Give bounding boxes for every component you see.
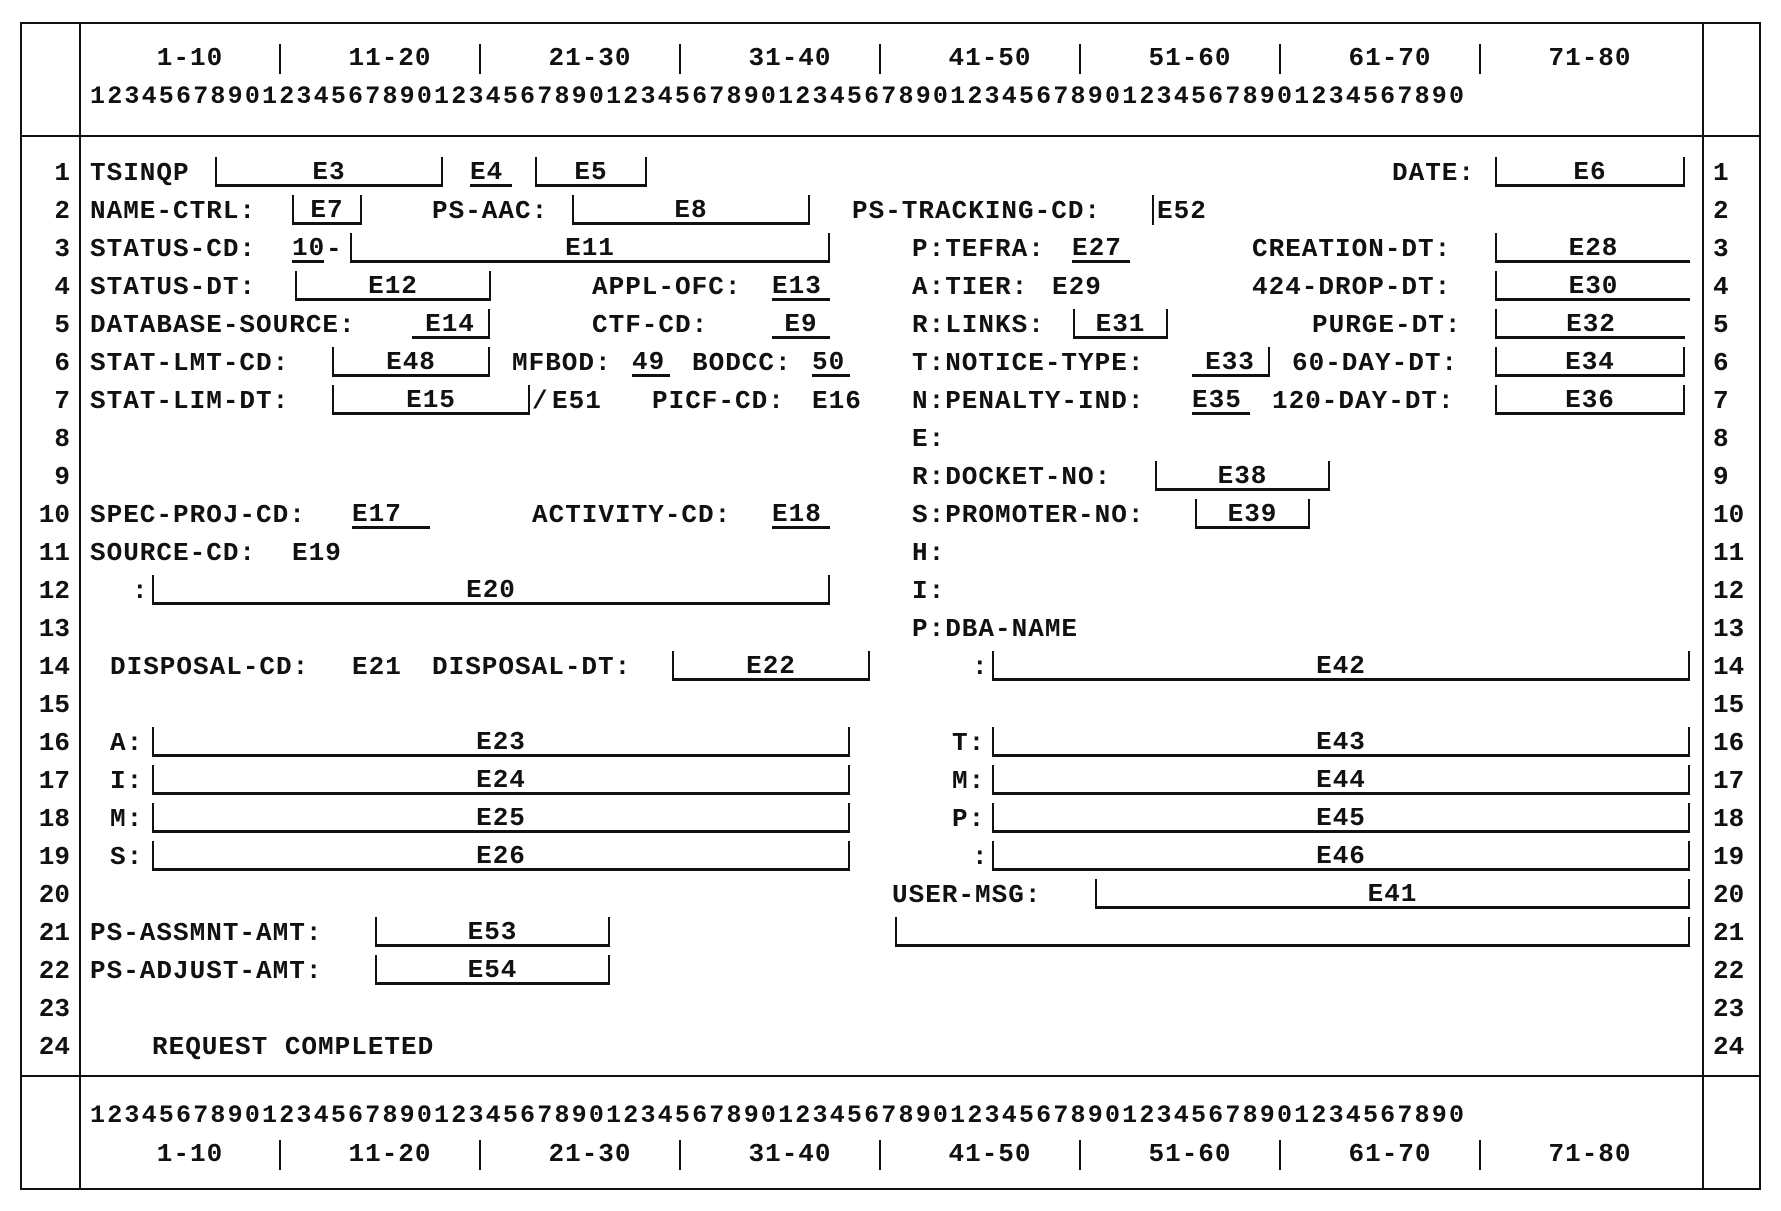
e44-field[interactable]: E44	[992, 765, 1690, 795]
e48-field[interactable]: E48	[332, 347, 490, 377]
name-ctrl-label: NAME-CTRL:	[90, 196, 257, 226]
promoter-no-label: S:PROMOTER-NO:	[912, 500, 1145, 530]
line-number-right: 14	[1713, 652, 1745, 682]
status-dt-label: STATUS-DT:	[90, 272, 257, 302]
e22-field[interactable]: E22	[672, 651, 870, 681]
i-label: I:	[912, 576, 946, 606]
ruler-separator	[879, 1140, 881, 1170]
e17-field[interactable]: E17	[352, 499, 430, 529]
ruler-range: 41-50	[948, 1139, 1032, 1169]
ruler-separator	[679, 44, 681, 74]
e31-field[interactable]: E31	[1073, 309, 1168, 339]
picf-cd-label: PICF-CD:	[652, 386, 785, 416]
tsinqp-label: TSINQP	[90, 158, 190, 188]
e43-field[interactable]: E43	[992, 727, 1690, 757]
line-number-right: 8	[1713, 424, 1729, 454]
bodcc-label: BODCC:	[692, 348, 792, 378]
e4-field[interactable]: E4	[470, 157, 512, 187]
ruler-range: 31-40	[748, 43, 832, 73]
ruler-separator	[1479, 44, 1481, 74]
s-label: S:	[110, 842, 144, 872]
line-number-left: 22	[38, 956, 70, 986]
user-msg-continuation[interactable]	[895, 917, 1690, 947]
status-message: REQUEST COMPLETED	[152, 1032, 435, 1062]
appl-ofc-label: APPL-OFC:	[592, 272, 742, 302]
ruler-range: 1-10	[156, 43, 224, 73]
tefra-label: P:TEFRA:	[912, 234, 1045, 264]
e28-field[interactable]: E28	[1495, 233, 1690, 263]
date-label: DATE:	[1392, 158, 1476, 188]
line-number-left: 15	[38, 690, 70, 720]
line-number-left: 23	[38, 994, 70, 1024]
e45-field[interactable]: E45	[992, 803, 1690, 833]
notice-type-label: T:NOTICE-TYPE:	[912, 348, 1145, 378]
a-label: A:	[110, 728, 144, 758]
ruler-separator	[1279, 1140, 1281, 1170]
e20-field[interactable]: E20	[152, 575, 830, 605]
e12-field[interactable]: E12	[295, 271, 491, 301]
line-number-right: 11	[1713, 538, 1745, 568]
line-number-left: 19	[38, 842, 70, 872]
e35-field[interactable]: E35	[1192, 385, 1250, 415]
ruler-range: 11-20	[348, 43, 432, 73]
disposal-dt-label: DISPOSAL-DT:	[432, 652, 632, 682]
e51-field[interactable]: E51	[552, 386, 602, 416]
line-number-left: 20	[38, 880, 70, 910]
e3-field[interactable]: E3	[215, 157, 443, 187]
ruler-separator	[279, 44, 281, 74]
line-number-right: 1	[1713, 158, 1729, 188]
e42-colon: :	[972, 652, 989, 682]
ruler-digits: 12345678901234567890123456789012345678901234567890123456789012345678901234567890	[90, 82, 1467, 111]
e9-field[interactable]: E9	[772, 309, 830, 339]
line-number-left: 13	[38, 614, 70, 644]
ruler-digits: 12345678901234567890123456789012345678901234567890123456789012345678901234567890	[90, 1101, 1467, 1130]
line-number-right: 6	[1713, 348, 1729, 378]
line-number-right: 13	[1713, 614, 1745, 644]
ps-assmnt-amt-label: PS-ASSMNT-AMT:	[90, 918, 323, 948]
e54-field[interactable]: E54	[375, 955, 610, 985]
line-number-left: 4	[54, 272, 70, 302]
ps-aac-label: PS-AAC:	[432, 196, 549, 226]
right-gutter-rule	[1702, 22, 1704, 1190]
424-drop-dt-label: 424-DROP-DT:	[1252, 272, 1452, 302]
e34-field[interactable]: E34	[1495, 347, 1685, 377]
line-number-right: 5	[1713, 310, 1729, 340]
line-number-right: 19	[1713, 842, 1745, 872]
ruler-range: 61-70	[1348, 43, 1432, 73]
header-rule	[20, 135, 1761, 137]
source-cd-label: SOURCE-CD:	[90, 538, 257, 568]
e24-field[interactable]: E24	[152, 765, 850, 795]
mfbod-label: MFBOD:	[512, 348, 612, 378]
e5-field[interactable]: E5	[535, 157, 647, 187]
e8-field[interactable]: E8	[572, 195, 810, 225]
e42-field[interactable]: E42	[992, 651, 1690, 681]
e38-field[interactable]: E38	[1155, 461, 1330, 491]
e23-field[interactable]: E23	[152, 727, 850, 757]
e39-field[interactable]: E39	[1195, 499, 1310, 529]
stat-lmt-cd-label: STAT-LMT-CD:	[90, 348, 290, 378]
footer-rule	[20, 1075, 1761, 1077]
e32-field[interactable]: E32	[1495, 309, 1685, 339]
e41-field[interactable]: E41	[1095, 879, 1690, 909]
ruler-separator	[479, 1140, 481, 1170]
disposal-cd-label: DISPOSAL-CD:	[110, 652, 310, 682]
h-label: H:	[912, 538, 946, 568]
e14-field[interactable]: E14	[412, 309, 490, 339]
line-number-left: 8	[54, 424, 70, 454]
line-number-right: 20	[1713, 880, 1745, 910]
database-source-label: DATABASE-SOURCE:	[90, 310, 356, 340]
line-number-right: 22	[1713, 956, 1745, 986]
ruler-separator	[1079, 44, 1081, 74]
ruler-separator	[479, 44, 481, 74]
creation-dt-label: CREATION-DT:	[1252, 234, 1452, 264]
e27-field[interactable]: E27	[1072, 233, 1130, 263]
line-number-right: 21	[1713, 918, 1745, 948]
line-number-left: 5	[54, 310, 70, 340]
line-number-right: 23	[1713, 994, 1745, 1024]
e52-field[interactable]: E52	[1152, 195, 1207, 225]
ruler-range: 11-20	[348, 1139, 432, 1169]
status-cd-prefix[interactable]: 10	[292, 233, 326, 263]
line-number-left: 9	[54, 462, 70, 492]
line-number-right: 15	[1713, 690, 1745, 720]
ruler-separator	[879, 44, 881, 74]
60-day-dt-label: 60-DAY-DT:	[1292, 348, 1459, 378]
line-number-left: 21	[38, 918, 70, 948]
e46-colon: :	[972, 842, 989, 872]
line-number-left: 1	[54, 158, 70, 188]
e21-field[interactable]: E21	[352, 652, 402, 682]
e15-field[interactable]: E15	[332, 385, 530, 415]
120-day-dt-label: 120-DAY-DT:	[1272, 386, 1455, 416]
ruler-range: 51-60	[1148, 1139, 1232, 1169]
line-number-left: 24	[38, 1032, 70, 1062]
spec-proj-cd-label: SPEC-PROJ-CD:	[90, 500, 306, 530]
line-number-left: 7	[54, 386, 70, 416]
e33-field[interactable]: E33	[1192, 347, 1270, 377]
bodcc-value[interactable]: 50	[812, 347, 850, 377]
e29-field[interactable]: E29	[1052, 272, 1102, 302]
mfbod-value[interactable]: 49	[632, 347, 670, 377]
m-label: M:	[110, 804, 144, 834]
ruler-range: 21-30	[548, 43, 632, 73]
purge-dt-label: PURGE-DT:	[1312, 310, 1462, 340]
line-number-right: 12	[1713, 576, 1745, 606]
ruler-range: 51-60	[1148, 43, 1232, 73]
ruler-separator	[279, 1140, 281, 1170]
penalty-ind-label: N:PENALTY-IND:	[912, 386, 1145, 416]
ruler-range: 41-50	[948, 43, 1032, 73]
line-number-right: 9	[1713, 462, 1729, 492]
ruler-range: 71-80	[1548, 1139, 1632, 1169]
line-number-left: 3	[54, 234, 70, 264]
tier-label: A:TIER:	[912, 272, 1029, 302]
e7-field[interactable]: E7	[292, 195, 362, 225]
line-number-right: 7	[1713, 386, 1729, 416]
e6-field[interactable]: E6	[1495, 157, 1685, 187]
ps-adjust-amt-label: PS-ADJUST-AMT:	[90, 956, 323, 986]
line-number-right: 3	[1713, 234, 1729, 264]
left-gutter-rule	[79, 22, 81, 1190]
e16-field[interactable]: E16	[812, 386, 862, 416]
ctf-cd-label: CTF-CD:	[592, 310, 709, 340]
line-number-left: 10	[38, 500, 70, 530]
line-number-left: 12	[38, 576, 70, 606]
stat-lim-slash: /	[532, 386, 549, 416]
ruler-separator	[679, 1140, 681, 1170]
line-number-right: 24	[1713, 1032, 1745, 1062]
e30-field[interactable]: E30	[1495, 271, 1690, 301]
e20-colon: :	[132, 576, 149, 606]
stat-lim-dt-label: STAT-LIM-DT:	[90, 386, 290, 416]
ruler-range: 31-40	[748, 1139, 832, 1169]
ruler-separator	[1479, 1140, 1481, 1170]
e18-field[interactable]: E18	[772, 499, 830, 529]
line-number-right: 4	[1713, 272, 1729, 302]
line-number-left: 11	[38, 538, 70, 568]
e26-field[interactable]: E26	[152, 841, 850, 871]
e53-field[interactable]: E53	[375, 917, 610, 947]
i-label: I:	[110, 766, 144, 796]
line-number-left: 16	[38, 728, 70, 758]
ruler-range: 1-10	[156, 1139, 224, 1169]
line-number-right: 16	[1713, 728, 1745, 758]
user-msg-label: USER-MSG:	[892, 880, 1042, 910]
e11-field[interactable]: E11	[350, 233, 830, 263]
ruler-range: 21-30	[548, 1139, 632, 1169]
ruler-range: 61-70	[1348, 1139, 1432, 1169]
line-number-right: 10	[1713, 500, 1745, 530]
e19-field[interactable]: E19	[292, 538, 342, 568]
line-number-right: 17	[1713, 766, 1745, 796]
line-number-left: 6	[54, 348, 70, 378]
line-number-left: 18	[38, 804, 70, 834]
ruler-separator	[1279, 44, 1281, 74]
links-label: R:LINKS:	[912, 310, 1045, 340]
p-label: P:	[952, 804, 986, 834]
e36-field[interactable]: E36	[1495, 385, 1685, 415]
e-label: E:	[912, 424, 946, 454]
activity-cd-label: ACTIVITY-CD:	[532, 500, 732, 530]
line-number-left: 17	[38, 766, 70, 796]
t-label: T:	[952, 728, 986, 758]
e25-field[interactable]: E25	[152, 803, 850, 833]
line-number-left: 2	[54, 196, 70, 226]
m-label: M:	[952, 766, 986, 796]
ruler-range: 71-80	[1548, 43, 1632, 73]
line-number-right: 2	[1713, 196, 1729, 226]
e46-field[interactable]: E46	[992, 841, 1690, 871]
ps-tracking-cd-label: PS-TRACKING-CD:	[852, 196, 1102, 226]
line-number-left: 14	[38, 652, 70, 682]
e13-field[interactable]: E13	[772, 271, 830, 301]
status-cd-dash: -	[326, 234, 343, 264]
dba-name-label: P:DBA-NAME	[912, 614, 1079, 644]
status-cd-label: STATUS-CD:	[90, 234, 257, 264]
ruler-separator	[1079, 1140, 1081, 1170]
line-number-right: 18	[1713, 804, 1745, 834]
docket-no-label: R:DOCKET-NO:	[912, 462, 1112, 492]
